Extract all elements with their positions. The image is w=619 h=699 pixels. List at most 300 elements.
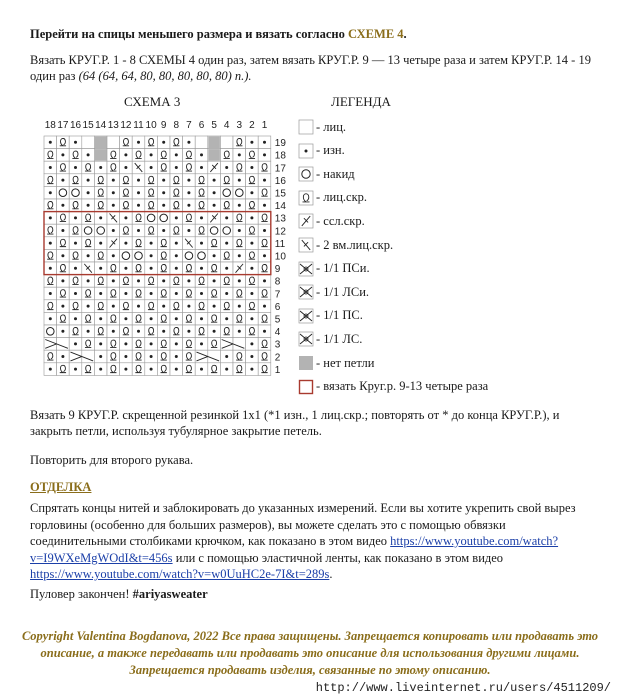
chart-cell [233,174,246,187]
legend-label: - ссл.скр. [316,213,365,228]
chart-cell [195,338,208,351]
chart-cell [94,363,107,376]
legend-title: ЛЕГЕНДА [331,94,391,109]
column-number: 11 [133,120,144,131]
chart-cell [157,149,170,162]
chart-cell [120,199,133,212]
chart-cell [132,325,145,338]
chart-cell [183,136,196,149]
chart-cell [69,136,82,149]
chart-cell [258,224,271,237]
chart-cell [82,363,95,376]
chart-cell [120,149,133,162]
chart-cell [195,174,208,187]
row-number: 4 [274,327,281,339]
chart-cell [170,338,183,351]
chart-cell [120,174,133,187]
chart-cell [120,363,133,376]
chart-cell [258,149,271,162]
chart-cell [132,338,145,351]
chart-cell [107,262,120,275]
chart-cell [44,363,57,376]
cross-1-1-lc-icon [298,331,314,347]
chart-cell [246,350,259,363]
legend-item-cross-1-1-pc [298,307,363,325]
legend-item-repeat-box [298,378,488,396]
legend-item-yarn-over [298,165,355,183]
chart-cell [82,212,95,225]
cross-1-1-lci-icon [298,284,314,300]
chart-cell [120,287,133,300]
chart-cell [69,262,82,275]
chart-cell [57,237,70,250]
twisted-knit-icon [298,190,314,206]
chart-cell [57,161,70,174]
ssk-icon [298,213,314,229]
youtube-link-elastic[interactable]: https://www.youtube.com/watch?v=w0UuHC2e-7I&t=289s [30,567,330,581]
chart-cell [208,325,221,338]
chart-cell [107,325,120,338]
row-number: 11 [274,238,286,250]
chart-cell [145,249,158,262]
chart-cell [107,186,120,199]
chart-cell [120,325,133,338]
chart-cell [183,325,196,338]
column-number: 17 [57,120,69,131]
chart-cell [208,136,221,149]
chart-cell [44,186,57,199]
chart-cell [170,136,183,149]
chart-cell [145,350,158,363]
chart-cell [195,149,208,162]
chart-cell [246,262,259,275]
chart-cell [208,287,221,300]
chart-cell [170,249,183,262]
chart-cell [220,350,233,363]
chart-cell [82,338,95,351]
chart-cell [183,363,196,376]
chart-cell [82,249,95,262]
legend-item-cross-1-1-pci [298,260,370,278]
chart-cell [208,262,221,275]
chart-cell [57,149,70,162]
chart-cell [94,312,107,325]
intro-line [30,26,600,42]
chart-cell [220,300,233,313]
chart-cell [258,212,271,225]
chart-cell [220,249,233,262]
finishing-text-3: . [329,567,333,581]
chart-cell [183,249,196,262]
chart-cell [145,224,158,237]
legend-label: - 1/1 ЛСи. [316,284,370,299]
chart-cell [132,161,145,174]
chart-cell [246,224,259,237]
chart-cell [246,325,259,338]
chart-cell [145,149,158,162]
chart-cell [132,350,145,363]
chart-cell [170,174,183,187]
chart-cell [94,350,107,363]
chart-cell [132,149,145,162]
chart-cell [145,300,158,313]
chart-cell [183,199,196,212]
legend-item-knit [298,118,346,136]
chart-cell [145,325,158,338]
row-number: 19 [274,138,286,150]
chart-cell [145,161,158,174]
chart-cell [44,149,57,162]
chart-cell [157,212,170,225]
chart-cell [145,136,158,149]
chart-cell [44,300,57,313]
chart-cell [208,212,221,225]
chart-cell [220,224,233,237]
chart-cell [120,249,133,262]
column-number: 5 [211,120,217,131]
chart-cell [183,262,196,275]
legend-label: - 2 вм.лиц.скр. [316,237,394,252]
chart-cell [258,325,271,338]
column-number: 6 [198,120,205,131]
chart-cell [120,224,133,237]
rounds-paragraph [30,52,600,84]
chart-cell [157,249,170,262]
chart-cell [208,199,221,212]
legend-item-k2tog [298,236,393,254]
row-number: 3 [274,339,281,351]
chart-cell [170,237,183,250]
chart-cell [233,224,246,237]
row-number: 6 [274,301,281,313]
chart-cell [183,275,196,288]
chart-cell [44,262,57,275]
chart-cell [183,224,196,237]
chart-cell [107,161,120,174]
chart-cell [157,262,170,275]
chart-cell [82,161,95,174]
chart-cell [157,136,170,149]
chart-cell [170,161,183,174]
chart-cell [82,186,95,199]
column-number: 15 [82,120,94,131]
chart-cell [94,287,107,300]
chart-cell [233,287,246,300]
chart-cell [195,325,208,338]
chart-cell [69,199,82,212]
yarn-over-icon [298,166,314,182]
chart-cell [57,262,70,275]
chart-cell [246,312,259,325]
chart-cell [132,287,145,300]
stitch-counts: (64 (64, 64, 80, 80, 80, 80, 80) п.). [78,69,252,83]
chart-cell [157,363,170,376]
chart-cell [258,161,271,174]
chart-cell [258,237,271,250]
chart-cell [258,174,271,187]
chart-cell [233,136,246,149]
chart-cell [120,136,133,149]
chart-cell [57,136,70,149]
chart-cell [183,174,196,187]
chart-cell [208,300,221,313]
legend-item-cross-1-1-lci [298,283,369,301]
chart-cell [120,161,133,174]
chart-cell [183,287,196,300]
chart-cell [69,161,82,174]
chart-cell [183,186,196,199]
chart-cell [195,212,208,225]
chart-cell [208,149,221,162]
done-text: Пуловер закончен! [30,587,133,601]
legend-item-no-stitch [298,354,374,372]
chart-cell [157,199,170,212]
purl-icon [298,143,314,159]
chart-cell [132,312,145,325]
chart-cell [57,249,70,262]
chart-cell [157,325,170,338]
legend-item-ssk [298,212,365,230]
chart-cell [233,161,246,174]
chart-cell [145,363,158,376]
chart-cell [69,249,82,262]
chart-cell [220,199,233,212]
chart-cell [195,300,208,313]
chart-cell [246,237,259,250]
chart-cell [246,363,259,376]
chart-cell [94,136,107,149]
chart-cell [246,287,259,300]
column-number: 10 [145,120,157,131]
chart-cell [44,212,57,225]
chart-cell [107,338,120,351]
chart-cell [258,312,271,325]
chart-cell [145,186,158,199]
chart-cell [233,199,246,212]
repeat-box-icon [298,379,314,395]
chart-cell [57,174,70,187]
chart-cell [82,275,95,288]
chart-cell [258,262,271,275]
chart-cell [94,262,107,275]
row-number: 5 [274,314,281,326]
chart-cell [69,287,82,300]
chart-cell [132,275,145,288]
row-number: 18 [274,150,286,162]
chart-cell [44,237,57,250]
chart-cell [44,174,57,187]
chart-cell [57,287,70,300]
chart-cell [233,350,246,363]
chart-cell [258,363,271,376]
chart-cell [246,275,259,288]
chart-cell [195,136,208,149]
row-number: 8 [274,276,281,288]
chart-cell [157,338,170,351]
legend-item-purl [298,142,345,160]
chart-cell [208,174,221,187]
chart-cell [107,174,120,187]
chart-cell [157,174,170,187]
legend-label: - 1/1 ПС. [316,308,363,323]
chart-cell [233,325,246,338]
chart-cell [94,275,107,288]
chart-cell [94,325,107,338]
chart-cell [82,199,95,212]
chart-cell [69,212,82,225]
chart-cell [82,224,95,237]
column-number: 7 [186,120,192,131]
row-number: 16 [274,175,286,187]
chart-cell [57,363,70,376]
chart-cell [246,300,259,313]
chart-cell [220,325,233,338]
chart-cell [145,275,158,288]
cross-1-1-pci-icon [298,261,314,277]
chart-cell [170,149,183,162]
chart-cell [183,312,196,325]
chart-cell [258,300,271,313]
chart-cell [57,275,70,288]
chart-cell [170,262,183,275]
chart-cell [132,363,145,376]
chart-cell [132,224,145,237]
chart-cell [220,312,233,325]
scheme-ref: СХЕМЕ 4 [347,27,404,41]
chart-cell [208,161,221,174]
legend-label: - лиц.скр. [316,190,368,205]
chart-cell [94,237,107,250]
legend-label: - вязать Круг.р. 9-13 четыре раза [316,379,489,394]
chart-cell [233,275,246,288]
chart-cell [132,174,145,187]
chart-cell [195,199,208,212]
chart-cell [208,363,221,376]
chart-cell [170,287,183,300]
chart-cell [44,287,57,300]
chart-cell [69,300,82,313]
chart-cell [220,275,233,288]
column-number: 18 [44,120,56,131]
chart-cell [183,237,196,250]
chart-cell [107,149,120,162]
chart-cell [233,300,246,313]
chart-cell [170,350,183,363]
chart-cell [69,275,82,288]
chart-cell [195,262,208,275]
chart-cell [57,325,70,338]
chart-cell [94,186,107,199]
row-number: 17 [274,163,286,175]
chart-cell [157,300,170,313]
chart-cell [82,136,95,149]
chart-cell [132,136,145,149]
chart-cell [107,300,120,313]
chart-cell [120,300,133,313]
chart-cell [57,350,70,363]
chart-cell [57,224,70,237]
chart-cell [82,237,95,250]
chart-cell [195,161,208,174]
chart-cell [69,224,82,237]
cross-1-1-pc-icon [298,308,314,324]
chart-cell [208,237,221,250]
chart-cell [145,287,158,300]
chart-cell [258,186,271,199]
row-number: 12 [274,226,286,238]
chart-cell [208,338,221,351]
chart-cell [195,186,208,199]
chart-cell [220,161,233,174]
chart-cell [107,287,120,300]
chart-cell [246,149,259,162]
chart-cell [233,262,246,275]
chart-cell [69,237,82,250]
row-number: 2 [274,352,281,364]
chart-cell [157,237,170,250]
rounds-main: Вязать КРУГ.Р. 1 - 8 СХЕМЫ 4 один раз, затем вязать КРУГ.Р. 9 — 13 четыре раза и затем КРУГ.Р. 14 - 19 один раз [30,53,591,83]
intro-suffix: . [403,27,407,41]
chart-cell [258,275,271,288]
chart-cell [258,136,271,149]
chart-cell [183,350,196,363]
chart-cell [69,363,82,376]
chart-cell [120,237,133,250]
chart-cell [233,212,246,225]
chart-cell [170,312,183,325]
chart-cell [170,300,183,313]
chart-cell [220,262,233,275]
chart-cell [57,300,70,313]
row-number: 7 [274,289,281,301]
column-number: 12 [120,120,132,131]
column-number: 4 [223,120,230,131]
chart-cell [94,249,107,262]
chart-cell [220,174,233,187]
chart-cell [145,212,158,225]
chart-cell [145,199,158,212]
chart-cell [107,249,120,262]
chart-cell [44,136,57,149]
chart-cell [132,237,145,250]
chart-cell [220,136,233,149]
legend-label: - изн. [316,143,345,158]
chart-cell [233,237,246,250]
chart-cell [44,350,57,363]
chart-cell [157,350,170,363]
youtube-link-crochet[interactable]: https://www.youtube.com/watch?v=I9WXeMgWOdI&t=456s [30,534,559,565]
column-number: 3 [236,120,243,131]
chart-cell [208,186,221,199]
chart-cell [82,325,95,338]
finishing-heading: ОТДЕЛКА [30,480,92,494]
chart-cell [82,312,95,325]
chart-cell [69,338,82,351]
chart-cell [120,338,133,351]
k2tog-icon [298,237,314,253]
column-number: 13 [107,120,119,131]
chart-cell [145,262,158,275]
chart-cell [246,199,259,212]
chart-cell [44,325,57,338]
row-number: 13 [274,213,286,225]
legend-label: - лиц. [316,119,347,134]
chart-cell [246,174,259,187]
chart-cell [233,249,246,262]
column-number: 14 [95,120,107,131]
chart-cell [107,212,120,225]
copyright-notice: Copyright Valentina Bogdanova, 2022 Все права защищены. Запрещается копировать или продавать это описание, а также передавать или продавать это описание для использования другими лицами. Запрещается продавать изделия, связанные по этому описанию. [21,629,599,677]
